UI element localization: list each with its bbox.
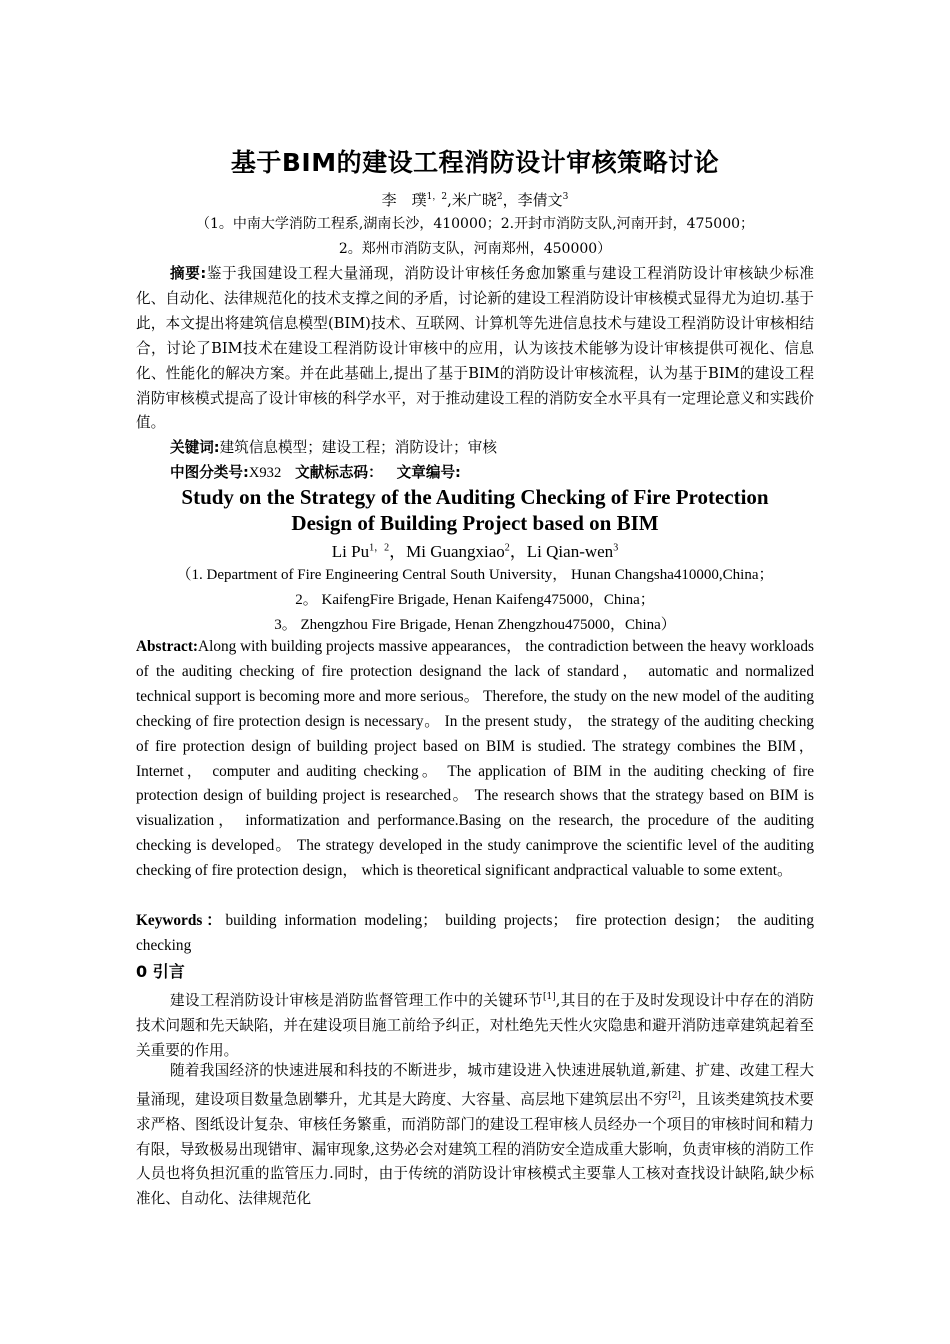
abstract-label: Abstract: bbox=[136, 638, 199, 655]
classification-value: X932 bbox=[248, 465, 282, 481]
body-paragraph bbox=[136, 1059, 814, 1212]
author-name: 李倩文 bbox=[517, 191, 563, 209]
english-abstract bbox=[136, 635, 814, 884]
english-keywords bbox=[136, 909, 814, 959]
english-title-line: Design of Building Project based on BIM bbox=[291, 511, 659, 535]
author-name: Li Pu bbox=[331, 542, 370, 561]
body-paragraph bbox=[136, 985, 814, 1064]
chinese-abstract bbox=[136, 262, 814, 436]
author-name: Li Qian-wen bbox=[526, 542, 614, 561]
author-name: 米广晓 bbox=[451, 191, 497, 209]
paragraph-text: 随着我国经济的快速进展和科技的不断进步，城市建设进入快速进展轨道,新建、扩建、改建工程大量涌现，建设项目数量急剧攀升，尤其是大跨度、大容量、高层地下建筑层出不穷 bbox=[136, 1062, 814, 1108]
keywords-label: Keywords： bbox=[136, 912, 226, 929]
citation-ref: [1] bbox=[542, 992, 556, 1002]
author-superscript: 3 bbox=[562, 192, 569, 202]
english-authors bbox=[0, 537, 950, 562]
author-separator: ， bbox=[509, 542, 527, 561]
abstract-text: Along with building projects massive appearances， the contradiction between the heavy workloads of the auditing checking of fire protection designand the lack of standard， automatic and normalized technical support is becoming more and more serious。 Therefore, the study on the new model of the auditing checking of fire protection design is necessary。 In the present study， the strategy of the auditing checking of fire protection design of building project based on BIM is studied. The strategy combines the BIM， Internet， computer and auditing checking。 The application of BIM in the auditing checking of fire protection design of building project is researched。 The research shows that the strategy based on BIM is visualization， informatization and performance.Basing on the research, the procedure of the auditing checking is developed。 The strategy developed in the study canimprove the scientific level of the auditing checking of fire protection design， which is theoretical significant andpractical valuable to some extent。 bbox=[136, 638, 814, 880]
document-code-label: 文献标志码： bbox=[295, 464, 383, 481]
author-superscript: 2 bbox=[496, 192, 503, 202]
author-separator: ， bbox=[389, 542, 407, 561]
chinese-affiliation-line: （1。中南大学消防工程系,湖南长沙，410000；2.开封市消防支队,河南开封，475000； bbox=[195, 216, 755, 232]
abstract-text: 鉴于我国建设工程大量涌现，消防设计审核任务愈加繁重与建设工程消防设计审核缺少标准化、自动化、法律规范化的技术支撑之间的矛盾，讨论新的建设工程消防设计审核模式显得尤为迫切.基于此，本文提出将建筑信息模型(BIM)技术、互联网、计算机等先进信息技术与建设工程消防设计审核相结合，讨论了BIM技术在建设工程消防设计审核中的应用，认为该技术能够为设计审核提供可视化、信息化、性能化的解决方案。并在此基础上,提出了基于BIM的消防设计审核流程，认为基于BIM的建设工程消防审核模式提高了设计审核的科学水平，对于推动建设工程的消防安全水平具有一定理论意义和实践价值。 bbox=[136, 265, 814, 432]
article-number-label: 文章编号: bbox=[396, 464, 461, 481]
keywords-text: building information modeling； building projects； fire protection design； the auditing checking bbox=[136, 912, 814, 954]
author-superscript: 1，2 bbox=[369, 542, 390, 554]
paragraph-text: ，且该类建筑技术要求严格、图纸设计复杂、审核任务繁重，而消防部门的建设工程审核人员经办一个项目的审核时间和精力有限，导致极易出现错审、漏审现象,这势必会对建筑工程的消防安全造成重大影响，负责审核的消防工作人员也将负担沉重的监管压力.同时，由于传统的消防设计审核模式主要靠人工核对查找设计缺陷,缺少标准化、自动化、法律规范化 bbox=[136, 1090, 814, 1208]
chinese-title: 基于BIM的建设工程消防设计审核策略讨论 bbox=[230, 148, 720, 177]
author-name: Mi Guangxiao bbox=[406, 542, 505, 561]
english-title bbox=[0, 484, 950, 536]
author-name: 李 璞 bbox=[381, 191, 427, 209]
author-separator: , bbox=[447, 191, 452, 209]
english-affiliation-line: 3。 Zhengzhou Fire Brigade, Henan Zhengzhou475000，China） bbox=[274, 617, 676, 633]
classification-line bbox=[136, 461, 814, 486]
section-heading: 0 引言 bbox=[136, 962, 185, 981]
author-superscript: 3 bbox=[613, 542, 619, 554]
keywords-text: 建筑信息模型；建设工程；消防设计；审核 bbox=[219, 439, 497, 456]
paragraph-text: ,其目的在于及时发现设计中存在的消防技术问题和先天缺陷，并在建设项目施工前给予纠正，对杜绝先天性火灾隐患和避开消防违章建筑起着至关重要的作用。 bbox=[136, 991, 814, 1059]
english-affiliation-line: （1. Department of Fire Engineering Central South University， Hunan Changsha410000,China； bbox=[176, 567, 774, 583]
citation-ref: [2] bbox=[668, 1090, 681, 1101]
author-separator: ， bbox=[502, 191, 518, 209]
chinese-keywords bbox=[136, 436, 814, 461]
paragraph-text: 建设工程消防设计审核是消防监督管理工作中的关键环节 bbox=[170, 991, 543, 1009]
author-superscript: 1，2 bbox=[426, 192, 448, 202]
chinese-authors bbox=[0, 189, 950, 210]
english-affiliation-line: 2。 KaifengFire Brigade, Henan Kaifeng475000，China； bbox=[295, 592, 655, 608]
classification-label: 中图分类号: bbox=[170, 464, 249, 481]
chinese-affiliation-line: 2。郑州市消防支队，河南郑州，450000） bbox=[338, 241, 612, 257]
author-superscript: 2 bbox=[504, 542, 510, 554]
abstract-label: 摘要: bbox=[170, 265, 207, 282]
keywords-label: 关键词: bbox=[170, 439, 220, 456]
english-title-line: Study on the Strategy of the Auditing Checking of Fire Protection bbox=[181, 485, 769, 509]
